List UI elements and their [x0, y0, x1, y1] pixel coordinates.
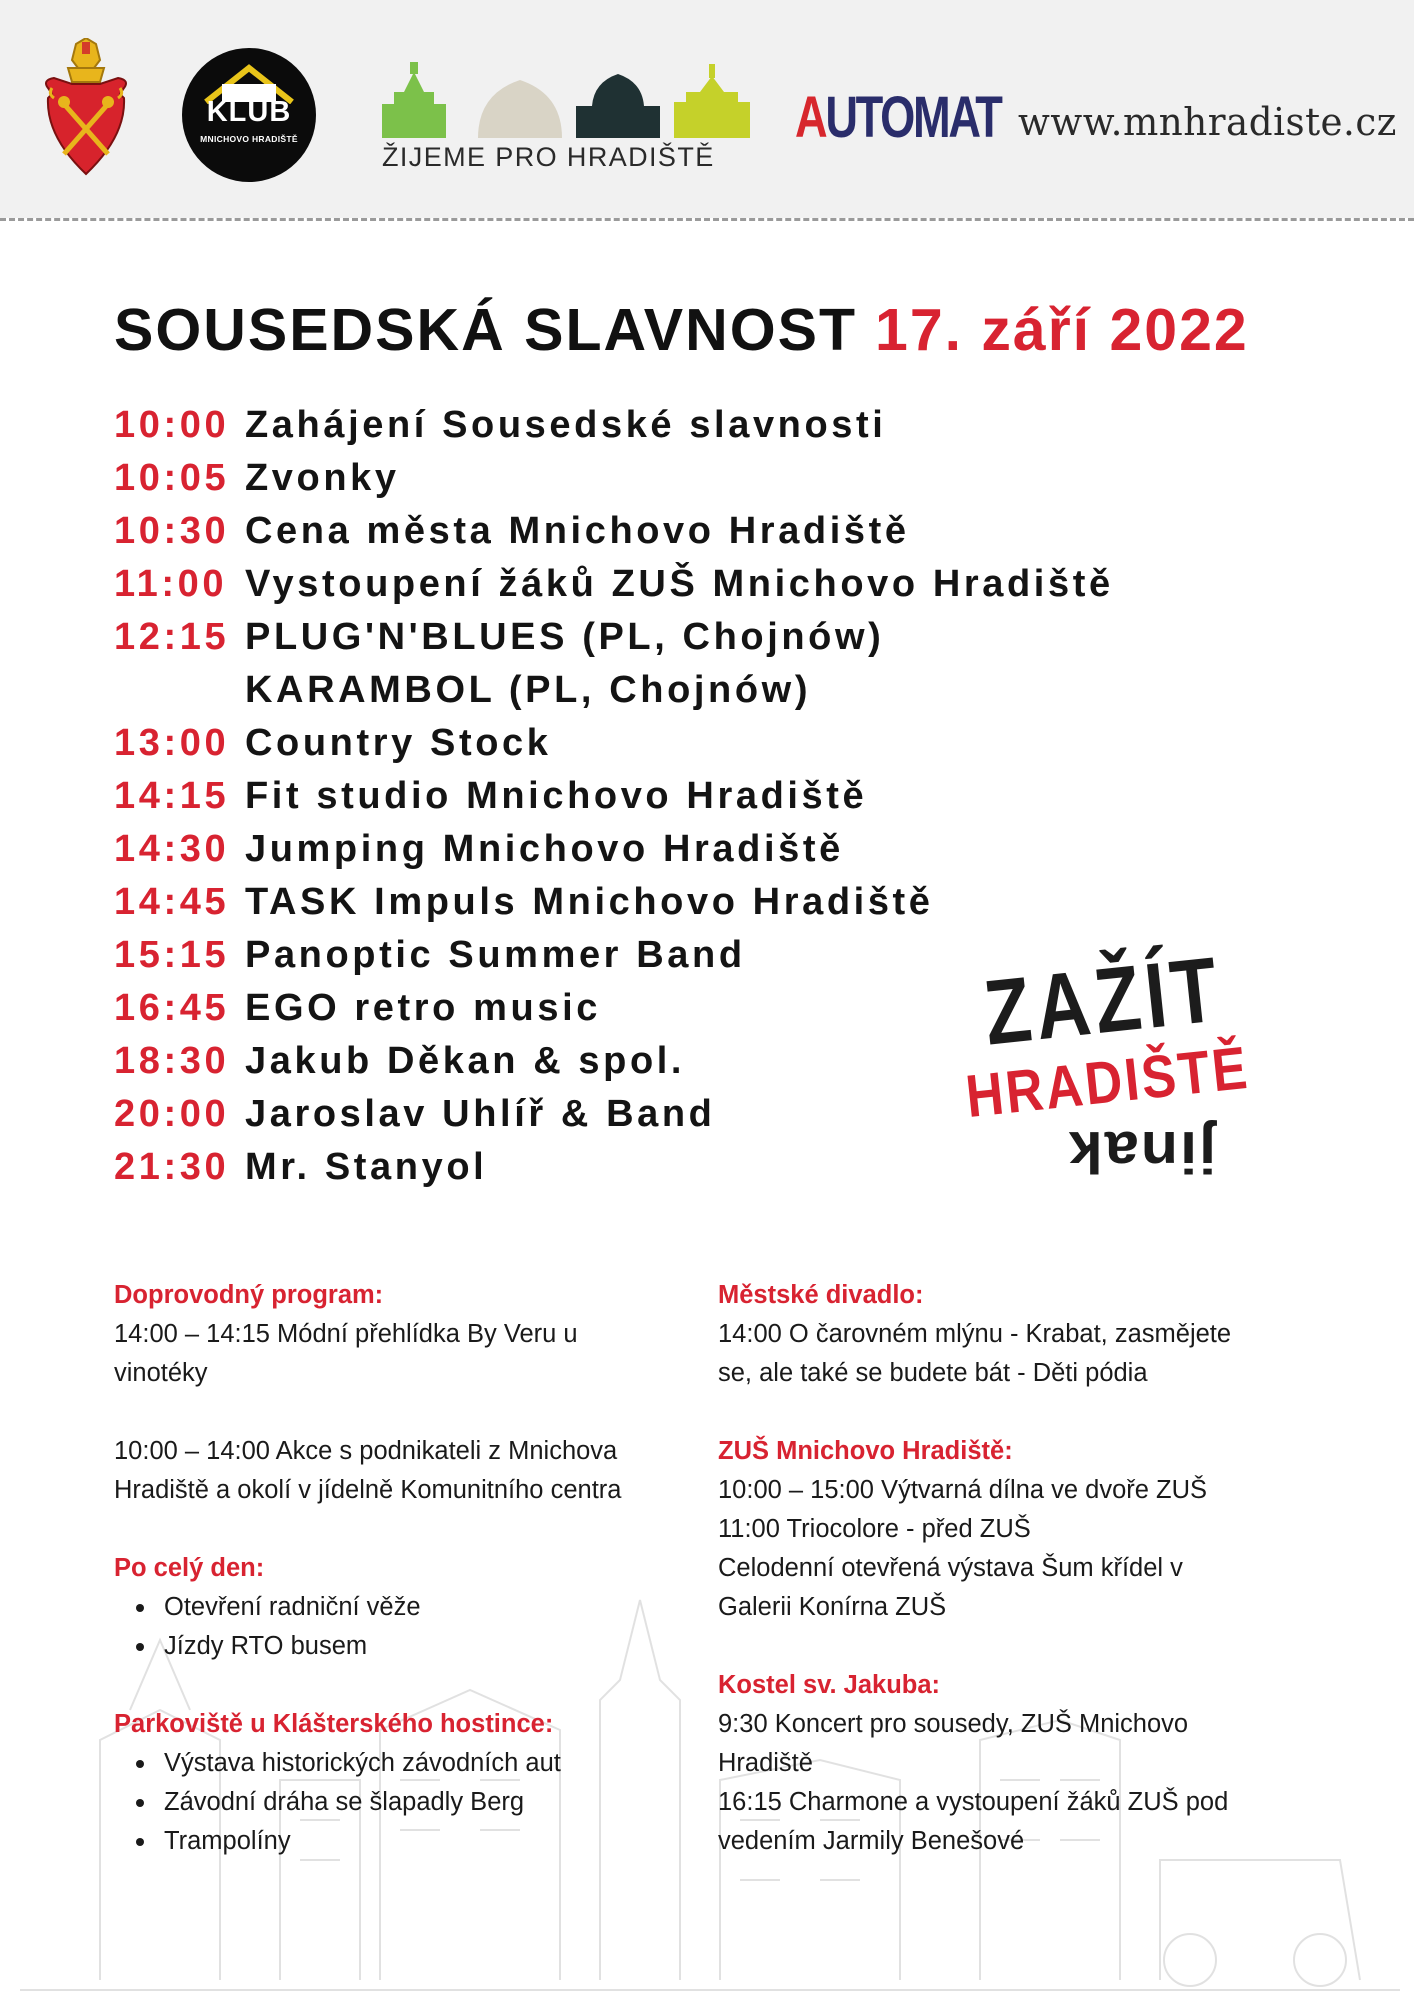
schedule-row	[114, 828, 844, 881]
schedule-row	[114, 934, 746, 987]
schedule-time: 10:30	[114, 510, 230, 552]
schedule-time: 16:45	[114, 987, 230, 1029]
klub-title: KLUB	[206, 96, 292, 128]
zus-line: 10:00 – 15:00 Výtvarná dílna ve dvoře ZUŠ	[718, 1476, 1208, 1504]
kostel-line: vedením Jarmily Benešové	[718, 1827, 1025, 1855]
cely-den-title: Po celý den:	[114, 1554, 265, 1582]
schedule-name: PLUG'N'BLUES (PL, Chojnów)	[245, 616, 885, 658]
zijeme-text: ŽIJEME PRO HRADIŠTĚ	[382, 142, 715, 172]
left-column	[114, 1276, 684, 1861]
schedule-row	[114, 1093, 716, 1146]
doprovodny-line: vinotéky	[114, 1359, 208, 1387]
zus-line: 11:00 Triocolore - před ZUŠ	[718, 1515, 1031, 1543]
schedule-time: 13:00	[114, 722, 230, 764]
doprovodny-line: 10:00 – 14:00 Akce s podnikateli z Mnichova	[114, 1437, 618, 1465]
schedule-name: Jumping Mnichovo Hradiště	[245, 828, 844, 870]
list-item: Otevření radniční věže	[114, 1588, 684, 1627]
schedule-name: Country Stock	[245, 722, 552, 764]
schedule-time: 11:00	[114, 563, 228, 605]
schedule-name: Mr. Stanyol	[245, 1146, 488, 1188]
schedule-time: 10:05	[114, 457, 230, 499]
schedule-name: Fit studio Mnichovo Hradiště	[245, 775, 868, 817]
badge-line1: ZAŽÍT	[979, 937, 1228, 1065]
schedule-time: 15:15	[114, 934, 230, 976]
website-url[interactable]: www.mnhradiste.cz	[1018, 100, 1397, 144]
title-main: SOUSEDSKÁ SLAVNOST	[114, 297, 857, 363]
zus-title: ZUŠ Mnichovo Hradiště:	[718, 1437, 1013, 1465]
schedule-time: 14:45	[114, 881, 230, 923]
schedule-row	[114, 881, 934, 934]
page-title	[114, 296, 1249, 364]
divadlo-line: 14:00 O čarovném mlýnu - Krabat, zasmějete	[718, 1320, 1232, 1348]
schedule-name: Cena města Mnichovo Hradiště	[245, 510, 910, 552]
right-column	[718, 1276, 1318, 1861]
klub-subtitle: MNICHOVO HRADIŠTĚ	[200, 134, 298, 144]
schedule-row	[114, 669, 812, 722]
schedule-time: 12:15	[114, 616, 230, 658]
zazit-hradiste-badge	[950, 920, 1310, 1210]
schedule-name: Jakub Děkan & spol.	[245, 1040, 686, 1082]
schedule-row	[114, 722, 552, 775]
divadlo-title: Městské divadlo:	[718, 1281, 924, 1309]
header-band	[0, 0, 1414, 218]
schedule-name: Zahájení Sousedské slavnosti	[245, 404, 887, 446]
schedule-row	[114, 775, 868, 828]
schedule-row	[114, 987, 601, 1040]
parkoviste-title: Parkoviště u Klášterského hostince:	[114, 1710, 554, 1738]
schedule-name: Zvonky	[245, 457, 400, 499]
zus-line: Celodenní otevřená výstava Šum křídel v	[718, 1554, 1183, 1582]
schedule-time: 20:00	[114, 1093, 230, 1135]
list-item: Závodní dráha se šlapadly Berg	[114, 1783, 684, 1822]
coat-of-arms-logo	[38, 38, 134, 180]
schedule-name: Panoptic Summer Band	[245, 934, 746, 976]
schedule-row	[114, 457, 400, 510]
kostel-line: 9:30 Koncert pro sousedy, ZUŠ Mnichovo	[718, 1710, 1189, 1738]
schedule-row	[114, 510, 910, 563]
schedule-name: Jaroslav Uhlíř & Band	[245, 1093, 716, 1135]
doprovodny-line: 14:00 – 14:15 Módní přehlídka By Veru u	[114, 1320, 578, 1348]
zijeme-pro-hradiste-logo	[380, 62, 760, 172]
schedule-row	[114, 1146, 488, 1199]
kostel-line: 16:15 Charmone a vystoupení žáků ZUŠ pod	[718, 1788, 1229, 1816]
schedule-name: TASK Impuls Mnichovo Hradiště	[245, 881, 934, 923]
schedule-time: 18:30	[114, 1040, 230, 1082]
zus-line: Galerii Konírna ZUŠ	[718, 1593, 947, 1621]
doprovodny-title: Doprovodný program:	[114, 1281, 384, 1309]
kostel-line: Hradiště	[718, 1749, 813, 1777]
kostel-title: Kostel sv. Jakuba:	[718, 1671, 941, 1699]
schedule-row	[114, 616, 885, 669]
automat-letter-a: A	[795, 85, 826, 150]
badge-line3: jinak	[1066, 1119, 1216, 1185]
schedule-name: EGO retro music	[245, 987, 601, 1029]
schedule-row	[114, 1040, 686, 1093]
badge-line2: HRADIŠTĚ	[962, 1033, 1253, 1130]
schedule-name: Vystoupení žáků ZUŠ Mnichovo Hradiště	[245, 563, 1114, 605]
dashed-divider	[0, 218, 1414, 221]
list-item: Výstava historických závodních aut	[114, 1744, 684, 1783]
divadlo-line: se, ale také se budete bát - Děti pódia	[718, 1359, 1148, 1387]
schedule-row	[114, 563, 1114, 616]
klub-logo	[182, 48, 316, 182]
schedule-time: 14:30	[114, 828, 230, 870]
title-date: 17. září 2022	[875, 297, 1249, 363]
schedule-row	[114, 404, 887, 457]
schedule-time: 10:00	[114, 404, 230, 446]
doprovodny-line: Hradiště a okolí v jídelně Komunitního centra	[114, 1476, 622, 1504]
schedule-time: 14:15	[114, 775, 230, 817]
schedule-time: 21:30	[114, 1146, 230, 1188]
automat-rest: UTOMAT	[825, 85, 1001, 150]
automat-logo	[795, 76, 1001, 156]
schedule-name: KARAMBOL (PL, Chojnów)	[245, 669, 812, 711]
list-item: Jízdy RTO busem	[114, 1627, 684, 1666]
list-item: Trampolíny	[114, 1822, 684, 1861]
